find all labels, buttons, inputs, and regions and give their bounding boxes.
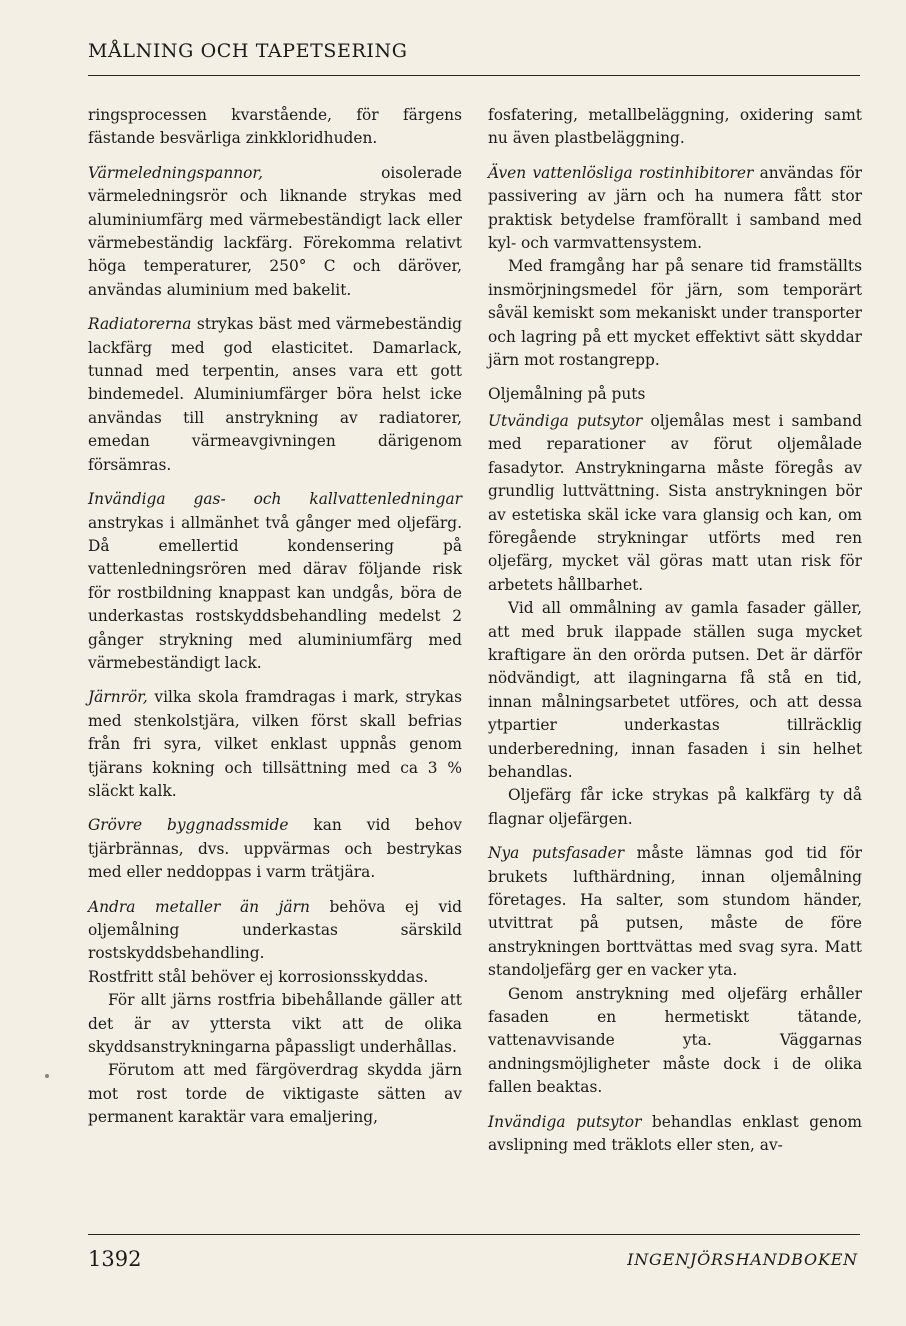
paragraph-lead: Värmeledningspannor,	[88, 163, 263, 182]
paragraph: fosfatering, metallbeläggning, oxidering samt nu även plastbeläggning.	[488, 106, 862, 148]
section-heading: Oljemålning på puts	[488, 385, 646, 404]
paragraph-lead: Invändiga gas- och kallvattenledningar	[88, 490, 462, 509]
paragraph: Rostfritt stål behöver ej korrosionsskyddas.	[88, 967, 429, 986]
paragraph: Invändiga gas- och kallvattenledningar anstrykas i allmänhet två gånger med oljefärg. Då emellertid kondensering på vattenledningsrören med därav följande risk för rostbildning knappast kan undgås, böra de underkastas rostskyddsbehandling medelst 2 gånger strykning med aluminiumfärg med värmebeständigt lack.	[88, 490, 462, 672]
paragraph-lead: Andra metaller än järn	[88, 897, 310, 916]
running-header: MÅLNING OCH TAPETSERING	[88, 40, 408, 62]
paragraph-lead: Utvändiga putsytor	[488, 411, 643, 430]
paragraph: Med framgång har på senare tid framställts insmörjningsmedel för järn, som temporärt såväl kemiskt som mekaniskt under transporter och lagring på ett mycket effektivt sätt skyddar järn mot rostangrepp.	[488, 257, 862, 370]
paragraph-lead: Nya putsfasader	[488, 844, 625, 863]
paragraph-lead: Invändiga putsytor	[488, 1112, 642, 1131]
paragraph: Genom anstrykning med oljefärg erhåller fasaden en hermetiskt tätande, vattenavvisande yta. Väggarnas andningsmöjligheter måste dock i de olika fallen beaktas.	[488, 984, 862, 1097]
paragraph-lead: Järnrör,	[88, 688, 148, 707]
paragraph-lead: Även vattenlösliga rostinhibitorer	[488, 163, 754, 182]
paragraph-lead: Radiatorerna	[88, 315, 192, 334]
paragraph: Invändiga putsytor behandlas enklast genom avslipning med träklots eller sten, av-	[488, 1112, 862, 1155]
running-footer: INGENJÖRSHANDBOKEN	[627, 1250, 858, 1269]
paragraph: Utvändiga putsytor oljemålas mest i samband med reparationer av förut oljemålade fasadytor. Anstrykningarna måste föregås av grundlig luttvättning. Sista anstrykningen bör av estetiska skäl icke vara glansig och kan, om föregående strykningar utförts med ren oljefärg, mycket väl göras matt utan risk för arbetets hållbarhet.	[488, 411, 863, 594]
paragraph: Förutom att med färgöverdrag skydda järn mot rost torde de viktigaste sätten av permanent karaktär vara emaljering,	[88, 1061, 462, 1127]
paragraph: Vid all ommålning av gamla fasader gäller, att med bruk ilappade ställen suga mycket kraftigare än den orörda putsen. Det är därför nödvändigt, att ilagningarna få stå en tid, innan målningsarbetet utföres, och att dessa ytpartier underkastas tillräcklig underberedning, innan fasaden i sin helhet behandlas.	[488, 599, 862, 781]
paragraph: Grövre byggnadssmide kan vid behov tjärbrännas, dvs. uppvärmas och bestrykas med eller neddoppas i varm trätjära.	[88, 816, 462, 882]
margin-dot	[45, 1074, 49, 1078]
footer-rule	[88, 1234, 860, 1235]
paragraph: Oljefärg får icke strykas på kalkfärg ty då flagnar oljefärgen.	[488, 786, 862, 828]
left-column	[88, 104, 462, 1130]
paragraph-lead: Grövre byggnadssmide	[88, 816, 289, 835]
paragraph: Radiatorerna strykas bäst med värmebeständig lackfärg med god elasticitet. Damarlack, tunnad med terpentin, anses vara ett gott bindemedel. Aluminiumfärger böra helst icke användas till anstrykning av radiatorer, emedan värmeavgivningen därigenom försämras.	[88, 315, 462, 474]
paragraph: Nya putsfasader måste lämnas god tid för brukets lufthärdning, innan oljemålning företages. Ha salter, som stundom händer, utvittrat på putsen, måste de före anstrykningen borttvättas med svag syra. Matt standoljefärg ger en vacker yta.	[488, 844, 862, 980]
paragraph: Järnrör, vilka skola framdragas i mark, strykas med stenkolstjära, vilken först skall befrias från fri syra, vilket enklast uppnås genom tjärans kokning och tillsättning med ca 3 % släckt kalk.	[88, 688, 462, 800]
right-column	[488, 104, 862, 1157]
paragraph: Värmeledningspannor, oisolerade värmeledningsrör och liknande strykas med aluminiumfärg med värmebeständigt lack eller värmebeständig lackfärg. Förekomma relativt höga temperaturer, 250° C och däröver, användas aluminium med bakelit.	[88, 163, 462, 299]
paragraph: ringsprocessen kvarstående, för färgens fästande besvärliga zinkkloridhuden.	[88, 106, 462, 148]
page-number: 1392	[88, 1247, 142, 1271]
paragraph: För allt järns rostfria bibehållande gäller att det är av yttersta vikt att de olika skyddsanstrykningarna påpassligt underhållas.	[88, 991, 462, 1057]
header-rule	[88, 75, 860, 76]
paragraph: Även vattenlösliga rostinhibitorer användas för passivering av järn och ha numera fått stor praktisk betydelse framförallt i samband med kyl- och varmvattensystem.	[488, 163, 862, 253]
paragraph: Andra metaller än järn behöva ej vid oljemålning underkastas särskild rostskyddsbehandling.	[88, 897, 462, 963]
